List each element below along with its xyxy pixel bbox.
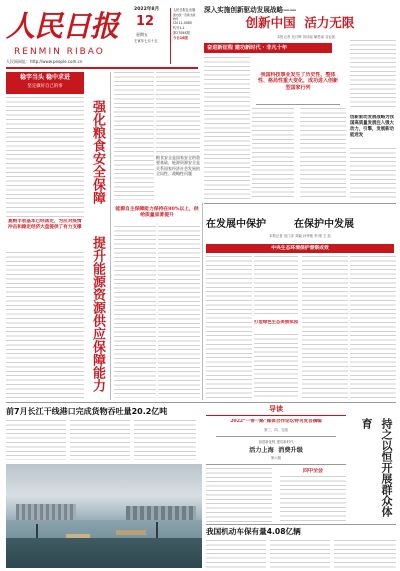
- issue-day: 12: [136, 14, 155, 29]
- publisher: 人民日报社出版: [173, 8, 196, 12]
- sub-rule: [256, 104, 340, 105]
- guide-item-1[interactable]: 2022“一带一路”媒体合作论坛特刊发言摘编: [230, 419, 322, 424]
- photo-crane-2: [156, 522, 158, 538]
- protect-byline: 本报记者 寇江泽 刘毅 孙秀艳 李 刚 王 浩: [269, 234, 331, 238]
- guide-item-2[interactable]: 活力上海 消费升级: [249, 447, 303, 454]
- index-title: 四中全会: [302, 468, 323, 474]
- middle-bottom-rule: [6, 402, 396, 403]
- guide-rule-top: [206, 415, 346, 416]
- port-photo: [6, 464, 202, 568]
- vehicle-column-2: [270, 540, 330, 569]
- right-column-top: [350, 40, 396, 110]
- port-headline: 前7月长江干线港口完成货物吞吐量20.2亿吨: [6, 407, 168, 416]
- guide-box: [206, 404, 346, 524]
- top-section-rule: [204, 203, 396, 204]
- guide-item-2-kicker: 奋进新征程 建功新时代: [258, 440, 294, 444]
- newspaper-logo: 人民日报: [6, 9, 119, 43]
- guide-column-2: [280, 476, 346, 522]
- website-url[interactable]: 人民网网址：http://www.people.com.cn: [6, 59, 83, 64]
- headline-column-1: [204, 57, 250, 199]
- vertical-title-grain: 强化粮食安全保障: [90, 100, 105, 204]
- masthead: [6, 4, 198, 66]
- vehicle-column-3: [334, 540, 396, 569]
- vertical-title-sports: 持之以恒开展群众体育: [360, 418, 393, 517]
- env-column-5: [350, 256, 396, 398]
- env-subtitle: 打造绿色生态美丽家园: [254, 320, 298, 325]
- headline-byline: 本报记者 吴月辉 刘诗瑶 喻思南 谷业凯: [276, 35, 336, 39]
- port-column-1: [6, 420, 66, 460]
- env-column-2: [254, 256, 298, 316]
- bottom-right-rule: [206, 524, 396, 525]
- left-banner-title: 稳字当头 稳中求进: [19, 74, 71, 81]
- photo-city-left: [16, 504, 76, 520]
- headline-column-3: [300, 108, 346, 199]
- env-column-3: [254, 334, 298, 398]
- photo-ship-2: [116, 530, 146, 535]
- protect-headline-left: 在发展中保护: [206, 219, 266, 230]
- romanized-title: RENMIN RIBAO: [14, 47, 105, 57]
- headline-subtitle: 我国科技事业发生了历史性、整体性、格局性重大变化，成功进入创新型国家行列: [257, 72, 338, 91]
- masthead-info-box: [170, 8, 198, 64]
- kicker: 深入实施创新驱动发展战略——: [204, 6, 297, 14]
- middle-column-4: [158, 226, 200, 398]
- lunar-date: 壬寅年七月十五: [134, 39, 158, 43]
- vertical-title-energy: 提升能源资源供应保障能力: [90, 236, 105, 392]
- side-note: 创新驱动发展战略为我国高质量发展注入强大动力，引擎，发展新动能迸发: [350, 115, 394, 138]
- grain-quote: 粮食安全是国家安全的重要基础，能源资源安全是关系国家经济社会发展的全局性、战略性问题: [156, 155, 200, 177]
- section-banner: 奋进新征程 建功新时代 · 非凡十年: [204, 43, 332, 53]
- left-banner-subtitle: 坚定做好自己的事: [27, 84, 63, 89]
- issue-number: 第27094期: [173, 31, 190, 35]
- masthead-rule: [6, 67, 198, 69]
- main-headline: 创新中国 活力无限: [245, 15, 355, 30]
- issue-code-label: 国内统一连续出版物号: [173, 13, 196, 21]
- headline-column-2: [252, 108, 294, 199]
- guide-item-1-page: 第三、四、五版: [264, 428, 288, 432]
- guide-column-1: [206, 468, 272, 522]
- left-banner: [6, 72, 84, 94]
- protect-headline-right: 在保护中发展: [294, 219, 354, 230]
- env-column-1: [206, 256, 252, 398]
- daily-code: 代号1-1: [173, 26, 185, 30]
- photo-crane-1: [36, 524, 38, 538]
- left-divider: [110, 72, 111, 400]
- middle-column-3: [114, 226, 156, 398]
- pull-quote: 夏粮丰收基本已经落定，为应对疫情冲击和稳定经济大盘提供了有力支撑: [8, 219, 82, 230]
- guide-rule-bottom: [206, 464, 346, 465]
- vehicle-headline: 我国机动车保有量4.08亿辆: [206, 527, 301, 536]
- env-column-4: [302, 256, 348, 398]
- issn-code: CN 11-0065: [173, 21, 192, 25]
- date-line: 2022年8月: [134, 7, 160, 12]
- guide-rule-mid: [216, 436, 336, 437]
- vehicle-column-1: [206, 540, 266, 569]
- port-column-2: [70, 420, 130, 460]
- page-count: 今日16版: [173, 36, 188, 40]
- photo-port-shore: [6, 538, 202, 568]
- guide-title: 导读: [269, 405, 283, 413]
- photo-city-right: [126, 506, 196, 520]
- env-banner: 中央生态环境保护督察成效: [206, 244, 394, 253]
- guide-item-2-page: 第六版: [270, 456, 282, 460]
- energy-subtitle: 能源自主保障能力保持在80%以上，供给质量显著提升: [115, 206, 199, 219]
- middle-column-1: [114, 72, 154, 200]
- middle-column-2: [156, 72, 200, 152]
- center-divider: [202, 203, 203, 400]
- left-column-top: [6, 97, 84, 217]
- right-column-mid: [350, 148, 396, 200]
- photo-ship-1: [66, 534, 90, 538]
- port-column-3: [134, 420, 196, 460]
- left-column-bottom: [6, 252, 84, 398]
- weekday: 星期五: [136, 32, 148, 37]
